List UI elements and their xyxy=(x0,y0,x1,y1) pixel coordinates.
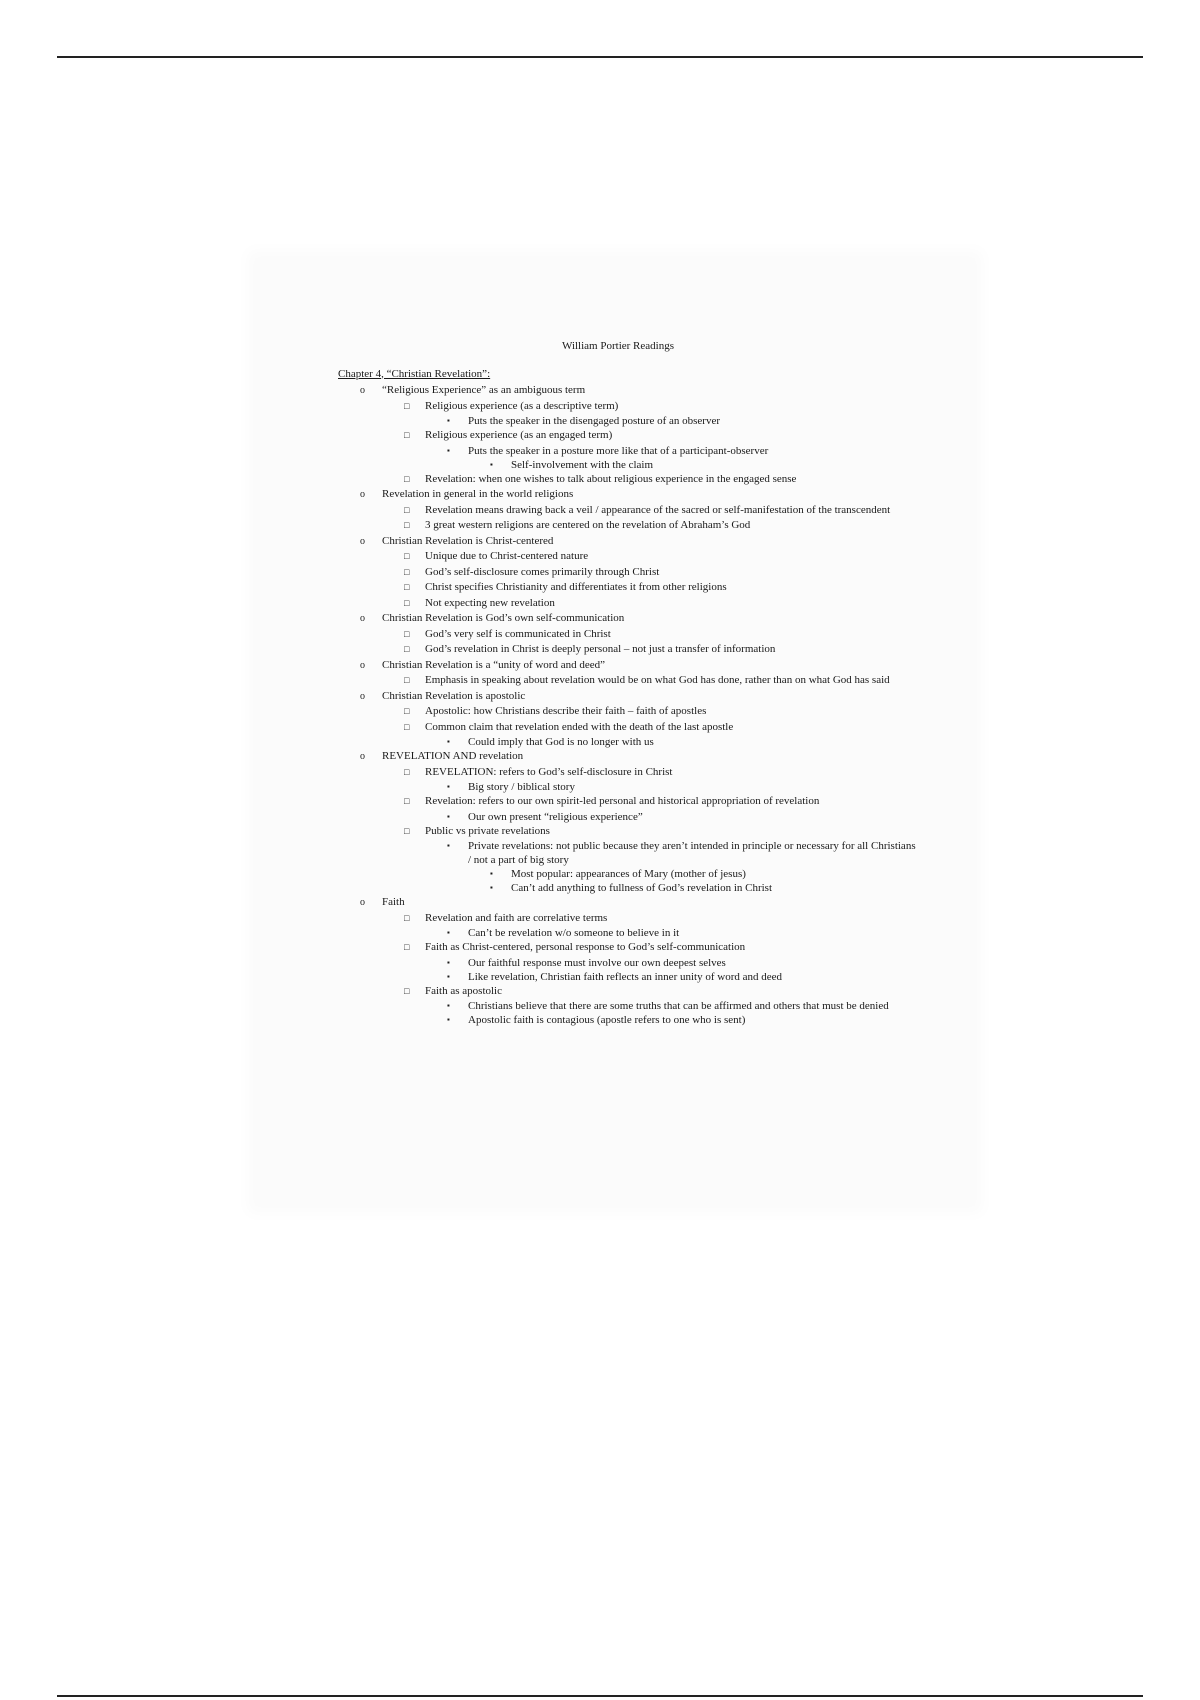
bullet-marker: □ xyxy=(404,796,410,806)
outline-item-text: Most popular: appearances of Mary (mother of jesus) xyxy=(511,868,746,880)
outline-item-text: Public vs private revelations xyxy=(425,824,550,837)
outline-item-text: Apostolic: how Christians describe their faith – faith of apostles xyxy=(425,705,707,717)
outline-item-level-2 xyxy=(382,673,918,689)
outline-list xyxy=(338,383,918,1027)
bullet-marker: ▪ xyxy=(490,869,493,878)
bullet-marker: ▪ xyxy=(447,737,450,746)
outline-sublist xyxy=(425,735,918,749)
bullet-marker: □ xyxy=(404,504,410,515)
bullet-marker: o xyxy=(360,897,365,908)
outline-item-text: Religious experience (as an engaged term) xyxy=(425,429,613,441)
outline-item-level-4 xyxy=(468,881,918,895)
outline-item-level-2 xyxy=(382,627,918,643)
outline-item-text: REVELATION: refers to God’s self-disclosure in Christ xyxy=(425,765,673,778)
outline-item-text: God’s revelation in Christ is deeply personal – not just a transfer of information xyxy=(425,643,776,655)
outline-item-text: Private revelations: not public because they aren’t intended in principle or necessary for all Christians / not a part of big story xyxy=(468,840,916,866)
bullet-marker: □ xyxy=(404,912,410,923)
bullet-marker: ▪ xyxy=(490,459,493,469)
outline-item-level-3 xyxy=(425,1013,918,1027)
bullet-marker: ▪ xyxy=(447,971,450,981)
outline-item-text: REVELATION AND revelation xyxy=(382,750,524,762)
outline-sublist xyxy=(425,999,918,1027)
outline-item-level-2 xyxy=(382,720,918,750)
outline-item-level-3 xyxy=(425,926,918,940)
bullet-marker: □ xyxy=(404,644,410,654)
outline-item-text: Revelation and faith are correlative terms xyxy=(425,911,608,924)
outline-sublist xyxy=(382,704,918,749)
bullet-marker: □ xyxy=(404,628,410,639)
outline-item-level-2 xyxy=(382,940,918,984)
bullet-marker: ▪ xyxy=(447,416,450,425)
outline-item-level-2 xyxy=(382,428,918,472)
bullet-marker: o xyxy=(360,535,365,547)
bullet-marker: □ xyxy=(404,400,410,411)
outline-item-text: Not expecting new revelation xyxy=(425,596,555,609)
outline-item-text: Christian Revelation is God’s own self-communication xyxy=(382,612,625,624)
bullet-marker: ▪ xyxy=(447,841,450,850)
outline-item-text: Common claim that revelation ended with the death of the last apostle xyxy=(425,720,734,733)
bullet-marker: □ xyxy=(404,430,410,440)
outline-item-text: Christians believe that there are some truths that can be affirmed and others that must be denied xyxy=(468,1000,889,1012)
outline-item-level-1 xyxy=(338,749,918,895)
bullet-marker: □ xyxy=(404,766,410,777)
outline-item-level-1 xyxy=(338,487,918,534)
outline-item-level-3 xyxy=(425,810,918,824)
bullet-marker: □ xyxy=(404,582,410,592)
bullet-marker: □ xyxy=(404,520,410,530)
outline-item-level-1 xyxy=(338,895,918,1027)
bullet-marker: ▪ xyxy=(447,445,450,455)
bullet-marker: ▪ xyxy=(447,1001,450,1010)
outline-sublist xyxy=(425,444,918,472)
outline-item-text: Could imply that God is no longer with us xyxy=(468,736,654,748)
bullet-marker: o xyxy=(360,690,365,702)
outline-item-text: Religious experience (as a descriptive term) xyxy=(425,399,619,412)
bullet-marker: □ xyxy=(404,721,410,732)
document-title: William Portier Readings xyxy=(562,340,674,352)
outline-item-text: God’s self-disclosure comes primarily through Christ xyxy=(425,565,660,578)
outline-item-level-3 xyxy=(425,970,918,984)
footer-rule xyxy=(57,1695,1143,1697)
bullet-marker: ▪ xyxy=(447,811,450,821)
outline-item-level-1 xyxy=(338,383,918,487)
bullet-marker: □ xyxy=(404,675,410,685)
bullet-marker: o xyxy=(360,751,365,762)
outline-item-text: Self-involvement with the claim xyxy=(511,458,654,471)
outline-sublist xyxy=(425,780,918,794)
outline-sublist xyxy=(382,911,918,1028)
outline-sublist xyxy=(468,458,918,472)
bullet-marker: □ xyxy=(404,597,410,608)
document-body xyxy=(338,339,918,1027)
outline-sublist xyxy=(425,414,918,428)
bullet-marker: ▪ xyxy=(490,883,493,892)
bullet-marker: ▪ xyxy=(447,1015,450,1024)
bullet-marker: o xyxy=(360,489,365,500)
outline-item-level-1 xyxy=(338,689,918,750)
outline-item-level-2 xyxy=(382,565,918,581)
bullet-marker: ▪ xyxy=(447,957,450,967)
chapter-heading: Chapter 4, “Christian Revelation”: xyxy=(338,367,491,380)
bullet-marker: ▪ xyxy=(447,782,450,791)
outline-item-level-2 xyxy=(382,765,918,795)
outline-item-level-4 xyxy=(468,867,918,881)
header-rule xyxy=(57,56,1143,58)
outline-item-level-2 xyxy=(382,984,918,1028)
outline-item-level-2 xyxy=(382,596,918,612)
outline-item-level-2 xyxy=(382,472,918,488)
bullet-marker: □ xyxy=(404,942,410,952)
bullet-marker: □ xyxy=(404,473,410,484)
outline-item-level-3 xyxy=(425,735,918,749)
outline-sublist xyxy=(468,867,918,895)
outline-item-text: “Religious Experience” as an ambiguous term xyxy=(382,384,586,396)
outline-item-text: Our own present “religious experience” xyxy=(468,810,643,823)
bullet-marker: o xyxy=(360,659,365,671)
outline-sublist xyxy=(425,926,918,940)
bullet-marker: o xyxy=(360,613,365,624)
outline-sublist xyxy=(425,956,918,984)
outline-item-text: Apostolic faith is contagious (apostle refers to one who is sent) xyxy=(468,1014,746,1026)
outline-item-level-3 xyxy=(425,414,918,428)
outline-item-level-2 xyxy=(382,704,918,720)
outline-item-level-4 xyxy=(468,458,918,472)
outline-item-level-1 xyxy=(338,611,918,658)
bullet-marker: □ xyxy=(404,825,410,836)
bullet-marker: □ xyxy=(404,706,410,716)
bullet-marker: □ xyxy=(404,551,410,561)
outline-item-level-1 xyxy=(338,658,918,689)
outline-sublist xyxy=(382,673,918,689)
outline-item-text: Puts the speaker in a posture more like that of a participant-observer xyxy=(468,444,769,457)
outline-sublist xyxy=(382,627,918,658)
outline-item-level-2 xyxy=(382,642,918,658)
outline-sublist xyxy=(382,503,918,534)
bullet-marker: □ xyxy=(404,985,410,996)
outline-item-level-3 xyxy=(425,999,918,1013)
outline-item-text: 3 great western religions are centered on the revelation of Abraham’s God xyxy=(425,519,751,531)
outline-item-text: Big story / biblical story xyxy=(468,781,575,793)
outline-item-level-2 xyxy=(382,824,918,896)
outline-sublist xyxy=(382,399,918,488)
outline-item-level-2 xyxy=(382,549,918,565)
bullet-marker: o xyxy=(360,385,365,396)
outline-item-level-2 xyxy=(382,580,918,596)
outline-item-text: God’s very self is communicated in Christ xyxy=(425,627,611,640)
outline-item-level-2 xyxy=(382,518,918,534)
outline-sublist xyxy=(382,549,918,611)
outline-item-text: Christ specifies Christianity and differentiates it from other religions xyxy=(425,581,727,593)
outline-item-text: Faith xyxy=(382,896,405,908)
bullet-marker: ▪ xyxy=(447,928,450,937)
outline-item-text: Revelation means drawing back a veil / appearance of the sacred or self-manifestation of the transcendent xyxy=(425,503,891,516)
bullet-marker: □ xyxy=(404,566,410,577)
outline-item-level-3 xyxy=(425,839,918,895)
outline-item-text: Can’t be revelation w/o someone to believe in it xyxy=(468,927,680,939)
outline-item-text: Revelation: when one wishes to talk about religious experience in the engaged sense xyxy=(425,472,797,485)
outline-item-level-3 xyxy=(425,956,918,970)
outline-item-text: Faith as Christ-centered, personal response to God’s self-communication xyxy=(425,941,746,953)
outline-item-text: Christian Revelation is a “unity of word and deed” xyxy=(382,658,605,671)
outline-item-level-2 xyxy=(382,399,918,429)
outline-item-level-2 xyxy=(382,503,918,519)
outline-item-text: Can’t add anything to fullness of God’s revelation in Christ xyxy=(511,882,773,894)
outline-item-text: Puts the speaker in the disengaged posture of an observer xyxy=(468,415,721,427)
outline-item-level-2 xyxy=(382,794,918,824)
outline-item-text: Revelation in general in the world religions xyxy=(382,488,574,500)
outline-item-text: Christian Revelation is Christ-centered xyxy=(382,534,554,547)
outline-item-level-3 xyxy=(425,444,918,472)
outline-item-level-2 xyxy=(382,911,918,941)
outline-item-text: Like revelation, Christian faith reflects an inner unity of word and deed xyxy=(468,970,783,983)
outline-item-text: Christian Revelation is apostolic xyxy=(382,689,526,702)
outline-item-level-3 xyxy=(425,780,918,794)
outline-item-level-1 xyxy=(338,534,918,612)
outline-sublist xyxy=(425,810,918,824)
outline-item-text: Unique due to Christ-centered nature xyxy=(425,550,589,562)
outline-item-text: Faith as apostolic xyxy=(425,984,502,997)
outline-sublist xyxy=(425,839,918,895)
outline-sublist xyxy=(382,765,918,896)
outline-item-text: Revelation: refers to our own spirit-led personal and historical appropriation of revelation xyxy=(425,795,820,807)
outline-item-text: Emphasis in speaking about revelation would be on what God has done, rather than on what God has said xyxy=(425,674,890,686)
outline-item-text: Our faithful response must involve our own deepest selves xyxy=(468,956,726,969)
